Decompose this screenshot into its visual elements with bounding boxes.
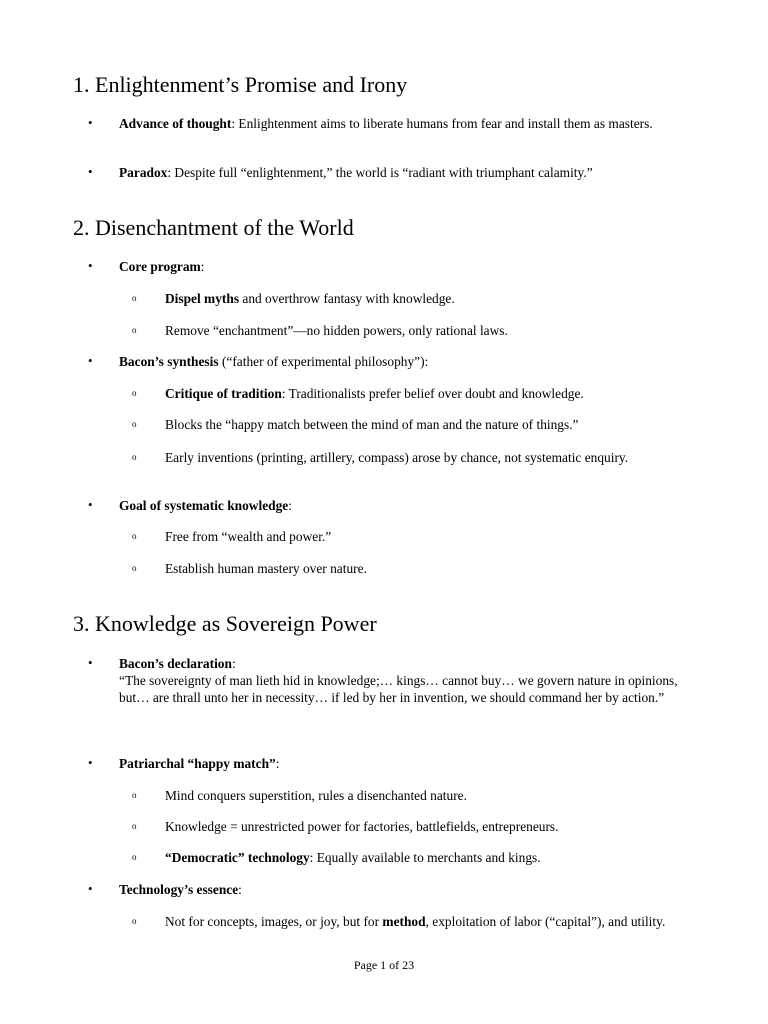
sub-bullet: o — [132, 531, 137, 541]
bullet: • — [88, 353, 93, 368]
sub-bullet: o — [132, 452, 137, 462]
sub-bullet: o — [132, 790, 137, 800]
sub-bullet: o — [132, 563, 137, 573]
list-item: Bacon’s declaration: — [119, 656, 236, 671]
list-item: Core program: — [119, 259, 205, 274]
sub-bullet: o — [132, 388, 137, 398]
sub-bullet: o — [132, 325, 137, 335]
list-item: Advance of thought: Enlightenment aims to liberate humans from fear and install them as masters. — [119, 116, 653, 131]
list-item: Blocks the “happy match between the mind of man and the nature of things.” — [165, 417, 579, 432]
list-item: Remove “enchantment”—no hidden powers, only rational laws. — [165, 323, 508, 338]
list-item: Goal of systematic knowledge: — [119, 498, 292, 513]
bullet: • — [88, 258, 93, 273]
page-number: Page 1 of 23 — [353, 958, 415, 972]
sub-bullet: o — [132, 419, 137, 429]
section-2-heading: 2. Disenchantment of the World — [73, 215, 354, 240]
bullet: • — [88, 164, 93, 179]
sub-bullet: o — [132, 916, 137, 926]
bullet: • — [88, 881, 93, 896]
list-item: Patriarchal “happy match”: — [119, 756, 280, 771]
list-item: Critique of tradition: Traditionalists prefer belief over doubt and knowledge. — [165, 386, 584, 401]
list-item: Establish human mastery over nature. — [165, 561, 367, 576]
list-item: Mind conquers superstition, rules a disenchanted nature. — [165, 788, 467, 803]
list-item: Dispel myths and overthrow fantasy with knowledge. — [165, 291, 455, 306]
bullet: • — [88, 755, 93, 770]
bullet: • — [88, 655, 93, 670]
bullet: • — [88, 497, 93, 512]
list-item: “Democratic” technology: Equally available to merchants and kings. — [165, 850, 541, 865]
sub-bullet: o — [132, 852, 137, 862]
list-item: Bacon’s synthesis (“father of experimental philosophy”): — [119, 354, 429, 369]
section-3-heading: 3. Knowledge as Sovereign Power — [73, 611, 377, 636]
list-item: Free from “wealth and power.” — [165, 529, 332, 544]
list-item: Early inventions (printing, artillery, compass) arose by chance, not systematic enquiry. — [165, 450, 629, 465]
bullet: • — [88, 115, 93, 130]
section-1-heading: 1. Enlightenment’s Promise and Irony — [73, 72, 408, 97]
list-item: Knowledge = unrestricted power for factories, battlefields, entrepreneurs. — [165, 819, 559, 834]
sub-bullet: o — [132, 293, 137, 303]
list-item: Not for concepts, images, or joy, but for method, exploitation of labor (“capital”), and utility. — [165, 914, 666, 929]
list-item: Paradox: Despite full “enlightenment,” the world is “radiant with triumphant calamity.” — [119, 165, 593, 180]
quote-text: “The sovereignty of man lieth hid in knowledge;… kings… cannot buy… we govern nature in opinions, but… are thrall unto her in necessity… if led by her in invention, we should command her by action.” — [119, 673, 678, 705]
sub-bullet: o — [132, 821, 137, 831]
list-item: Technology’s essence: — [119, 882, 242, 897]
